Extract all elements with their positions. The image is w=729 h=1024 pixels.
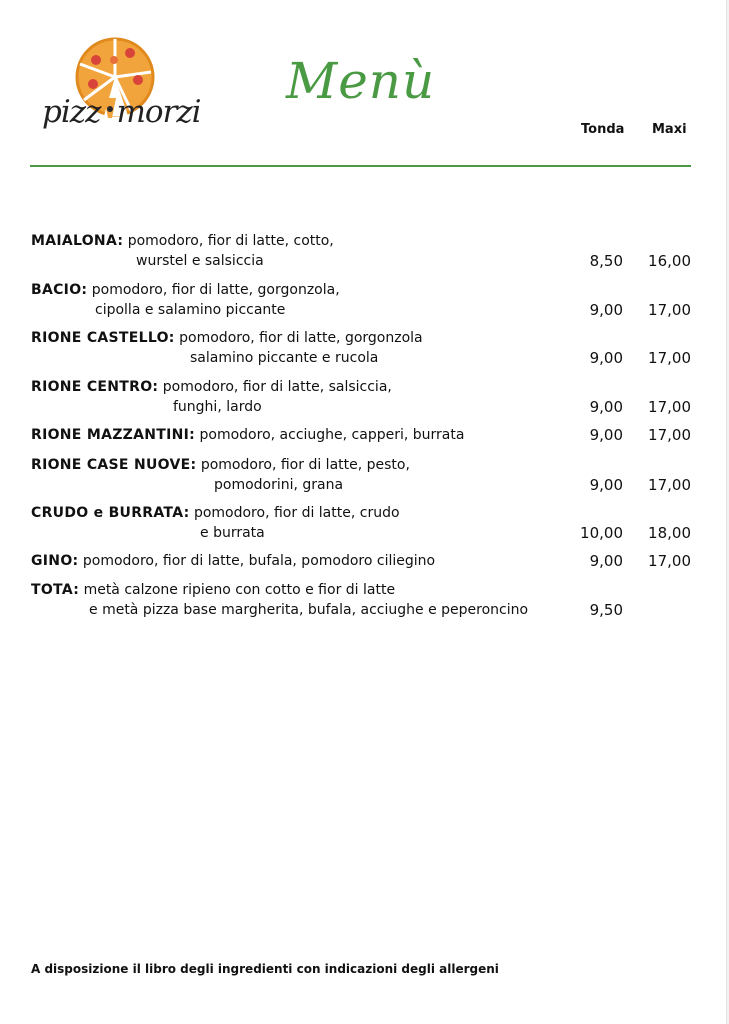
item-ingredients: metà calzone ripieno con cotto e fior di latte	[83, 582, 396, 598]
price-maxi: 17,00	[648, 300, 691, 319]
item-name: RIONE CENTRO:	[31, 379, 159, 395]
item-ingredients: pomodoro, acciughe, capperi, burrata	[199, 427, 465, 443]
item-ingredients-cont: salamino piccante e rucola	[190, 349, 379, 366]
item-ingredients: pomodoro, fior di latte, gorgonzola,	[91, 282, 340, 298]
item-ingredients-cont: e metà pizza base margherita, bufala, acciughe e peperoncino	[89, 601, 529, 618]
item-ingredients-cont: cipolla e salamino piccante	[95, 301, 286, 318]
menu-item-rione-centro	[31, 378, 701, 417]
price-tonda: 8,50	[589, 251, 623, 270]
menu-item-rione-mazzantini	[31, 426, 701, 446]
logo-text-right: morzi	[116, 94, 201, 130]
item-ingredients-cont: e burrata	[200, 524, 265, 541]
price-maxi: 17,00	[648, 397, 691, 416]
item-ingredients: pomodoro, fior di latte, gorgonzola	[179, 330, 423, 346]
price-tonda: 9,00	[589, 475, 623, 494]
item-name: GINO:	[31, 553, 79, 569]
item-ingredients: pomodoro, fior di latte, cotto,	[127, 233, 334, 249]
menu-item-rione-case-nuove	[31, 456, 701, 495]
item-ingredients: pomodoro, fior di latte, pesto,	[200, 457, 410, 473]
menu-item-maialona	[31, 232, 701, 271]
price-maxi: 17,00	[648, 552, 691, 570]
item-name: TOTA:	[31, 582, 80, 598]
price-tonda: 9,00	[589, 397, 623, 416]
item-ingredients: pomodoro, fior di latte, bufala, pomodoro ciliegino	[82, 553, 436, 569]
item-name: RIONE CASE NUOVE:	[31, 457, 197, 473]
item-name: CRUDO e BURRATA:	[31, 505, 190, 521]
price-maxi: 17,00	[648, 426, 691, 444]
item-name: RIONE CASTELLO:	[31, 330, 175, 346]
price-tonda: 10,00	[580, 523, 623, 542]
item-ingredients-cont: funghi, lardo	[173, 398, 262, 415]
menu-item-bacio	[31, 281, 701, 320]
price-maxi: 18,00	[648, 523, 691, 542]
price-tonda: 9,50	[589, 600, 623, 619]
item-name: BACIO:	[31, 282, 88, 298]
item-ingredients: pomodoro, fior di latte, crudo	[193, 505, 400, 521]
logo-text-left: pizz	[42, 94, 101, 130]
column-header-tonda: Tonda	[581, 122, 625, 137]
item-name: MAIALONA:	[31, 233, 124, 249]
item-ingredients-cont: wurstel e salsiccia	[136, 252, 264, 269]
item-ingredients-cont: pomodorini, grana	[214, 476, 344, 493]
logo-text	[42, 94, 201, 130]
price-maxi: 17,00	[648, 475, 691, 494]
page-title: Menù	[286, 52, 436, 110]
price-tonda: 9,00	[589, 348, 623, 367]
menu-item-tota	[31, 581, 701, 620]
item-ingredients: pomodoro, fior di latte, salsiccia,	[162, 379, 392, 395]
menu-item-crudo-e-burrata	[31, 504, 701, 543]
column-header-maxi: Maxi	[652, 122, 687, 137]
price-tonda: 9,00	[589, 300, 623, 319]
price-maxi: 16,00	[648, 251, 691, 270]
allergen-note: A disposizione il libro degli ingredienti con indicazioni degli allergeni	[31, 962, 499, 976]
price-maxi: 17,00	[648, 348, 691, 367]
price-tonda: 9,00	[589, 552, 623, 570]
header-divider	[30, 165, 691, 167]
menu-item-rione-castello	[31, 329, 701, 368]
logo	[40, 36, 220, 136]
price-tonda: 9,00	[589, 426, 623, 444]
item-name: RIONE MAZZANTINI:	[31, 427, 196, 443]
menu-item-gino	[31, 552, 701, 572]
